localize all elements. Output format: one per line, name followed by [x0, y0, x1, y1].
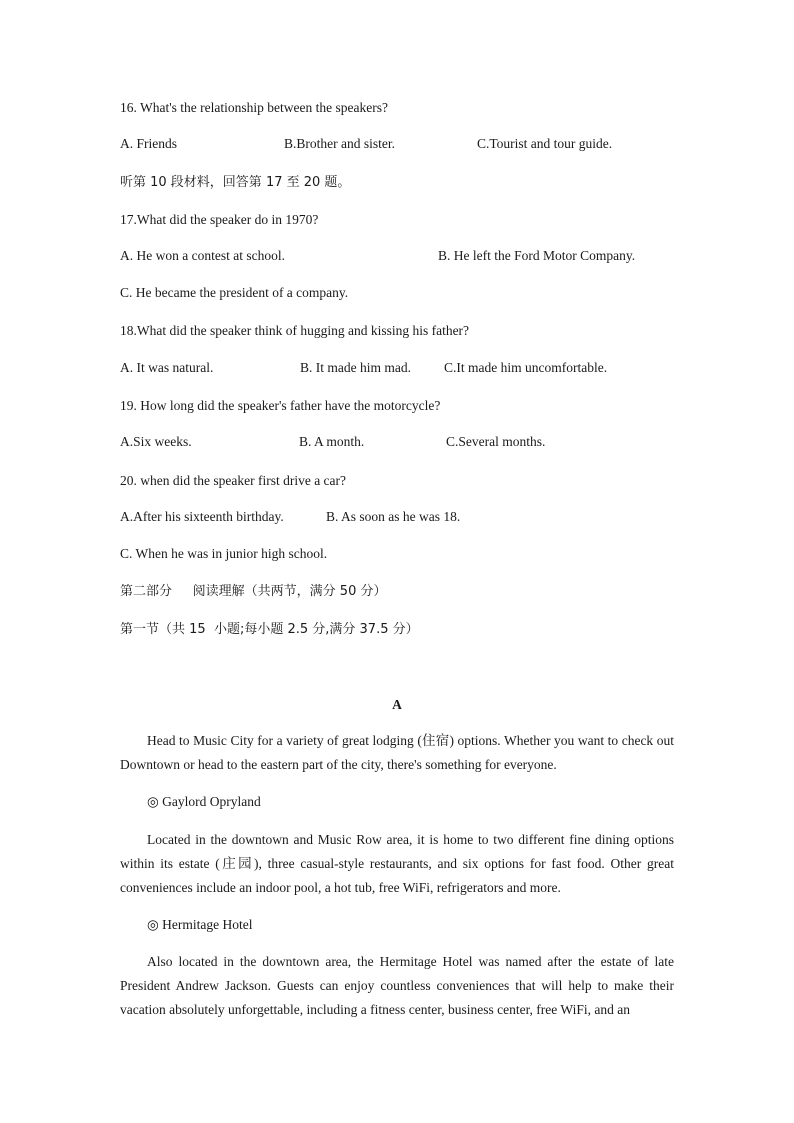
hotel-1-heading: ◎ Gaylord Opryland — [147, 794, 261, 809]
passage-title: A — [392, 697, 402, 712]
question-19: 19. How long did the speaker's father have the motorcycle? — [120, 398, 441, 413]
part-2-heading: 第二部分 阅读理解（共两节，满分 50 分） — [120, 584, 387, 599]
question-17: 17.What did the speaker do in 1970? — [120, 212, 319, 227]
hotel-2-heading: ◎ Hermitage Hotel — [147, 917, 253, 932]
q17-option-a: A. He won a contest at school. — [120, 248, 285, 263]
q19-option-b: B. A month. — [299, 434, 365, 449]
hotel-2-description: Also located in the downtown area, the Hermitage Hotel was named after the estate of late President Andrew Jackson. Guests can enjoy countless conveniences that will help to make their vacation absolutely unforgettable, including a fitness center, business center, free WiFi, and an — [120, 954, 674, 1017]
q20-option-a: A.After his sixteenth birthday. — [120, 509, 284, 524]
q20-option-b: B. As soon as he was 18. — [326, 509, 461, 524]
q17-option-b: B. He left the Ford Motor Company. — [438, 248, 636, 263]
q18-option-b: B. It made him mad. — [300, 360, 411, 375]
passage-intro: Head to Music City for a variety of great lodging (住宿) options. Whether you want to check out Downtown or head to the eastern part of the city, there's something for everyone. — [120, 733, 674, 772]
section-10-instruction: 听第 10 段材料，回答第 17 至 20 题。 — [120, 175, 351, 190]
section-1-heading: 第一节（共 15 小题;每小题 2.5 分,满分 37.5 分） — [120, 622, 419, 637]
q18-option-c: C.It made him uncomfortable. — [444, 360, 608, 375]
q19-option-a: A.Six weeks. — [120, 434, 192, 449]
hotel-1-description: Located in the downtown and Music Row area, it is home to two different fine dining options within its estate (庄园), three casual-style restaurants, and six options for fast food. Other great conveniences include an indoor pool, a hot tub, free WiFi, refrigerators and more. — [120, 832, 674, 895]
q16-option-a: A. Friends — [120, 136, 177, 151]
question-16: 16. What's the relationship between the speakers? — [120, 100, 388, 115]
q20-option-c: C. When he was in junior high school. — [120, 546, 328, 561]
q19-option-c: C.Several months. — [446, 434, 546, 449]
q16-option-b: B.Brother and sister. — [284, 136, 395, 151]
q16-option-c: C.Tourist and tour guide. — [477, 136, 613, 151]
q18-option-a: A. It was natural. — [120, 360, 214, 375]
q17-option-c: C. He became the president of a company. — [120, 285, 349, 300]
question-18: 18.What did the speaker think of hugging and kissing his father? — [120, 323, 470, 338]
question-20: 20. when did the speaker first drive a car? — [120, 473, 347, 488]
